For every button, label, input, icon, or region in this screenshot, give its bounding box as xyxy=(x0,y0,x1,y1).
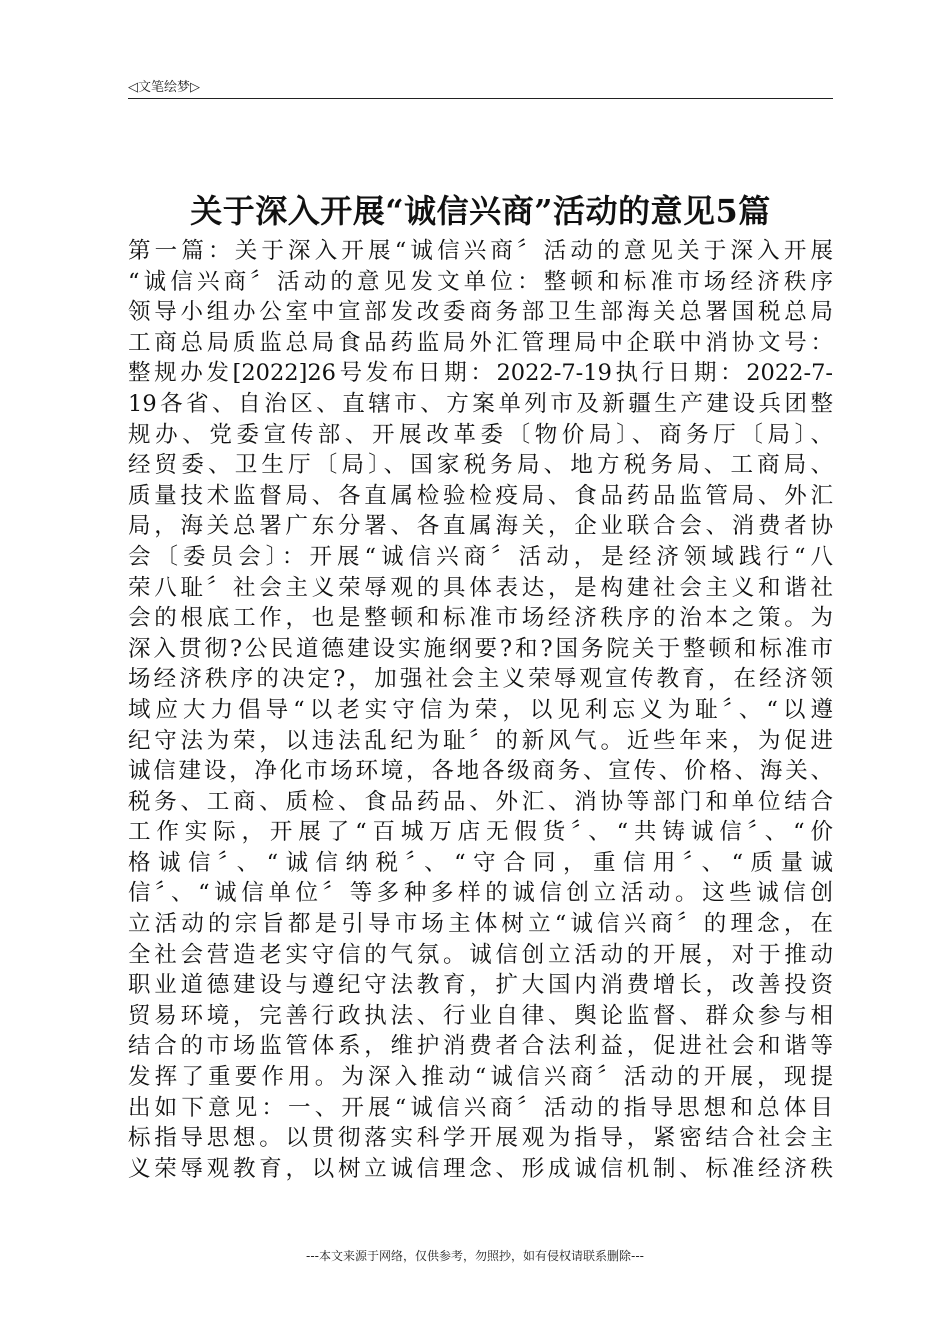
body-line: 税务、工商、质检、食品药品、外汇、消协等部门和单位结合 xyxy=(128,788,833,815)
body-line: 义荣辱观教育，以树立诚信理念、形成诚信机制、标准经济秩 xyxy=(128,1155,833,1182)
body-line: 质量技术监督局、各直属检验检疫局、食品药品监管局、外汇 xyxy=(128,482,833,509)
body-line: 规办、党委宣传部、开展改革委〔物价局〕、商务厅〔局〕、 xyxy=(128,421,833,448)
body-line: 荣八耻〞社会主义荣辱观的具体表达，是构建社会主义和谐社 xyxy=(128,574,833,601)
body-line: 深入贯彻?公民道德建设实施纲要?和?国务院关于整顿和标准市 xyxy=(128,635,833,662)
body-line: 出如下意见：一、开展“诚信兴商〞活动的指导思想和总体目 xyxy=(128,1094,833,1121)
document-title: 关于深入开展“诚信兴商”活动的意见5篇 xyxy=(190,192,771,230)
footer-disclaimer: ---本文来源于网络，仅供参考，勿照抄，如有侵权请联系删除--- xyxy=(306,1249,644,1263)
body-line: 发挥了重要作用。为深入推动“诚信兴商〞活动的开展，现提 xyxy=(128,1064,833,1091)
body-line: 第一篇：关于深入开展“诚信兴商〞活动的意见关于深入开展 xyxy=(128,238,833,264)
body-line: 结合的市场监管体系，维护消费者合法利益，促进社会和谐等 xyxy=(128,1033,833,1060)
body-line: 格诚信〞、“诚信纳税〞、“守合同，重信用〞、“质量诚 xyxy=(128,849,833,876)
body-line: 职业道德建设与遵纪守法教育，扩大国内消费增长，改善投资 xyxy=(128,972,833,999)
page-header xyxy=(128,74,833,99)
header-brand: ◁文笔绘梦▷ xyxy=(128,80,200,95)
body-line: 整规办发[2022]26号发布日期：2022-7-19执行日期：2022-7- xyxy=(128,360,833,387)
body-line: 纪守法为荣，以违法乱纪为耻〞的新风气。近些年来，为促进 xyxy=(128,727,833,754)
body-line: 标指导思想。以贯彻落实科学开展观为指导，紧密结合社会主 xyxy=(128,1125,833,1152)
body-line: 立活动的宗旨都是引导市场主体树立“诚信兴商〞的理念，在 xyxy=(128,911,833,938)
body-line: 域应大力倡导“以老实守信为荣，以见利忘义为耻〞、“以遵 xyxy=(128,696,833,723)
body-line: 工商总局质监总局食品药监局外汇管理局中企联中消协文号： xyxy=(128,329,833,356)
body-line: 19各省、自治区、直辖市、方案单列市及新疆生产建设兵团整 xyxy=(128,390,833,417)
body-line: “诚信兴商〞活动的意见发文单位：整顿和标准市场经济秩序 xyxy=(128,268,833,295)
body-line: 全社会营造老实守信的气氛。诚信创立活动的开展，对于推动 xyxy=(128,941,833,968)
body-line: 场经济秩序的决定?，加强社会主义荣辱观宣传教育，在经济领 xyxy=(128,666,833,693)
body-line: 工作实际，开展了“百城万店无假货〞、“共铸诚信〞、“价 xyxy=(128,819,833,846)
body-line: 会的根底工作，也是整顿和标准市场经济秩序的治本之策。为 xyxy=(128,605,833,632)
body-line: 会〔委员会〕：开展“诚信兴商〞活动，是经济领域践行“八 xyxy=(128,543,833,570)
body-line: 贸易环境，完善行政执法、行业自律、舆论监督、群众参与相 xyxy=(128,1002,833,1029)
document-body xyxy=(128,236,833,1184)
body-line: 局，海关总署广东分署、各直属海关，企业联合会、消费者协 xyxy=(128,513,833,540)
body-line: 领导小组办公室中宣部发改委商务部卫生部海关总署国税总局 xyxy=(128,299,833,326)
body-line: 诚信建设，净化市场环境，各地各级商务、宣传、价格、海关、 xyxy=(128,758,833,785)
body-line: 经贸委、卫生厅〔局〕、国家税务局、地方税务局、工商局、 xyxy=(128,452,833,479)
body-line: 信〞、“诚信单位〞等多种多样的诚信创立活动。这些诚信创 xyxy=(128,880,833,907)
